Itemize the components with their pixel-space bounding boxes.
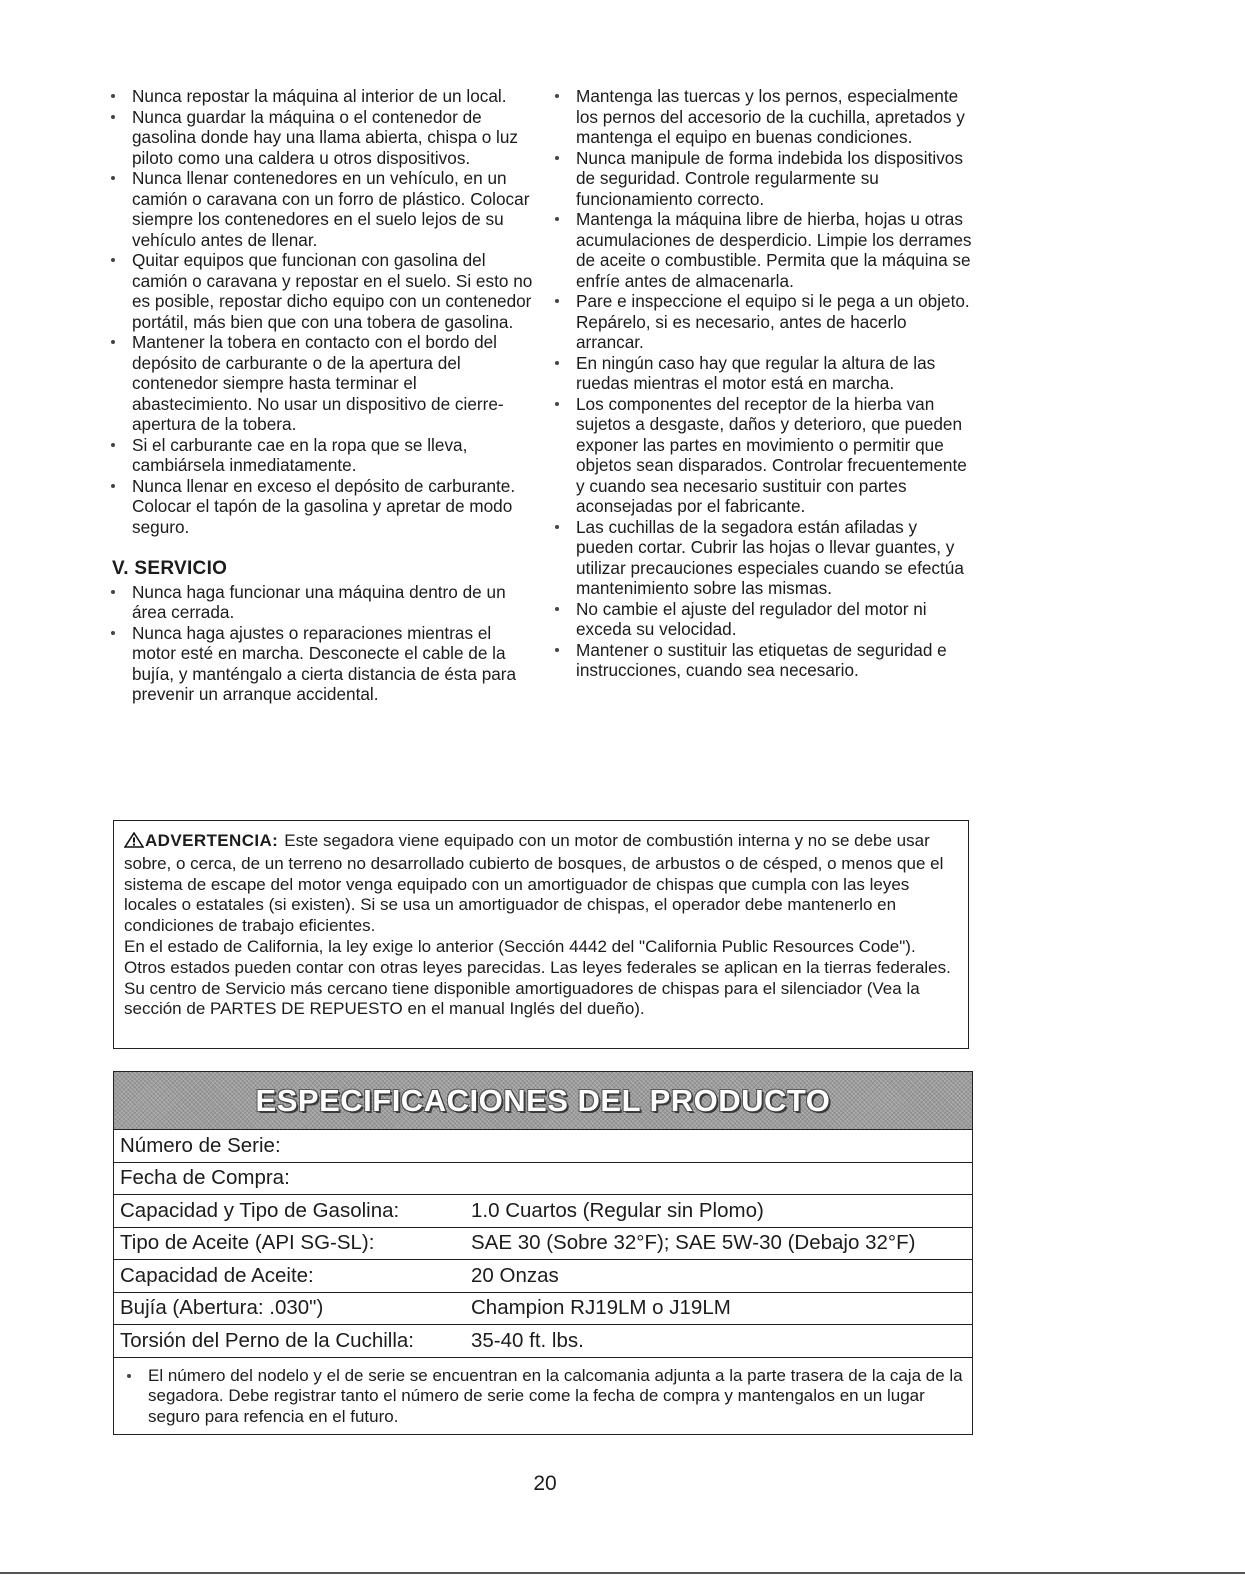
spec-row-oil-capacity [114,1260,972,1293]
service-safety-list [106,582,536,705]
left-column [106,86,536,705]
warning-label: ADVERTENCIA: [145,831,279,850]
spec-value: 20 Onzas [471,1263,559,1287]
spec-row-serial-number [114,1130,972,1163]
list-item: Nunca guardar la máquina o el contenedor de gasolina donde hay una llama abierta, chispa o luz piloto como una caldera u otros dispositivos. [106,107,536,169]
spec-row-spark-plug [114,1293,972,1326]
list-item: Pare e inspeccione el equipo si le pega a un objeto. Repárelo, si es necesario, antes de hacerlo arrancar. [550,291,978,353]
warning-triangle-icon [124,832,144,854]
list-item: Mantener la tobera en contacto con el bordo del depósito de carburante o de la apertura del contenedor siempre hasta terminar el abastecimiento. No usar un dispositivo de cierre-apertura de la tobera. [106,332,536,435]
spec-row-purchase-date [114,1163,972,1196]
list-item: Si el carburante cae en la ropa que se lleva, cambiársela inmediatamente. [106,435,536,476]
spec-label: Tipo de Aceite (API SG-SL): [120,1231,375,1255]
list-item: Nunca haga funcionar una máquina dentro de un área cerrada. [106,582,536,623]
spec-row-blade-bolt-torque [114,1325,972,1358]
list-item: Mantenga las tuercas y los pernos, especialmente los pernos del accesorio de la cuchilla, apretados y mantenga el equipo en buenas condiciones. [550,86,978,148]
right-column [550,86,978,681]
spec-label: Capacidad y Tipo de Gasolina: [120,1198,400,1222]
spec-note [114,1358,972,1428]
list-item: Nunca haga ajustes o reparaciones mientras el motor esté en marcha. Desconecte el cable de la bujía, y manténgalo a cierta distancia de ésta para prevenir un arranque accidental. [106,623,536,705]
spec-note-list [122,1366,964,1428]
list-item: En ningún caso hay que regular la altura de las ruedas mientras el motor está en marcha. [550,353,978,394]
list-item: Los componentes del receptor de la hierba van sujetos a desgaste, daños y deterioro, que pueden exponer las partes en movimiento o permitir que objetos sean disparados. Controlar frecuentemente y cuando sea necesario sustituir con partes aconsejadas por el fabricante. [550,394,978,517]
list-item: Mantener o sustituir las etiquetas de seguridad e instrucciones, cuando sea necesario. [550,640,978,681]
specs-title: ESPECIFICACIONES DEL PRODUCTO [255,1082,831,1118]
spec-value: SAE 30 (Sobre 32°F); SAE 5W-30 (Debajo 32°F) [471,1231,916,1255]
spec-label: Fecha de Compra: [120,1166,290,1190]
spec-note-text: El número del nodelo y el de serie se encuentran en la calcomania adjunta a la parte trasera de la caja de la segadora. Debe registrar tanto el número de serie come la fecha de compra y mantengalos en un lugar seguro para refencia en el futuro. [122,1366,964,1428]
warning-box [113,820,969,1049]
product-specifications [113,1071,973,1435]
warning-text: Este segadora viene equipado con un motor de combustión interna y no se debe usar sobre, o cerca, de un terreno no desarrollado cubierto de bosques, de arbustos o de césped, o menos que el sistema de escape del motor venga equipado con un amortiguador de chispas que cumpla con las leyes locales o estatales (si existen). Si se usa un amortiguador de chispas, el operador debe mantenerlo en condiciones de trabajo eficientes. [124,831,944,936]
page-bottom-rule [0,1572,1245,1574]
list-item: Nunca repostar la máquina al interior de un local. [106,86,536,107]
list-item: No cambie el ajuste del regulador del motor ni exceda su velocidad. [550,599,978,640]
spec-label: Capacidad de Aceite: [120,1263,314,1287]
spec-label: Torsión del Perno de la Cuchilla: [120,1328,414,1352]
maintenance-safety-list [550,86,978,681]
list-item: Quitar equipos que funcionan con gasolina del camión o caravana y repostar en el suelo. Si esto no es posible, repostar dicho equipo con un contenedor portátil, más bien que con una tobera de gasolina. [106,250,536,332]
fueling-safety-list [106,86,536,537]
spec-label: Número de Serie: [120,1133,281,1157]
warning-paragraph-california: En el estado de California, la ley exige lo anterior (Sección 4442 del "California Public Resources Code"). Otros estados pueden contar con otras leyes parecidas. Las leyes federales se aplican en la tierras federales. Su centro de Servicio más cercano tiene disponible amortiguadores de chispas para el silenciador (Vea la sección de PARTES DE REPUESTO en el manual Inglés del dueño). [124,936,951,1019]
list-item: Nunca manipule de forma indebida los dispositivos de seguridad. Controle regularmente su funcionamiento correcto. [550,148,978,210]
spec-row-fuel-capacity [114,1195,972,1228]
warning-paragraph [124,831,956,937]
spec-value: 1.0 Cuartos (Regular sin Plomo) [471,1198,764,1222]
list-item: Mantenga la máquina libre de hierba, hojas u otras acumulaciones de desperdicio. Limpie los derrames de aceite o combustible. Permita que la máquina se enfríe antes de almacenarla. [550,209,978,291]
list-item: Nunca llenar en exceso el depósito de carburante. Colocar el tapón de la gasolina y apretar de modo seguro. [106,476,536,538]
spec-value: 35-40 ft. lbs. [471,1328,584,1352]
spec-value: Champion RJ19LM o J19LM [471,1296,731,1320]
section-heading-servicio: V. SERVICIO [112,558,228,579]
specs-header [114,1072,972,1130]
list-item: Nunca llenar contenedores en un vehículo, en un camión o caravana con un forro de plástico. Colocar siempre los contenedores en el suelo lejos de su vehículo antes de llenar. [106,168,536,250]
spec-row-oil-type [114,1228,972,1261]
list-item: Las cuchillas de la segadora están afiladas y pueden cortar. Cubrir las hojas o llevar guantes, y utilizar precauciones especiales cuando se efectúa mantenimiento sobre las mismas. [550,517,978,599]
page-number: 20 [533,1472,557,1495]
spec-label: Bujía (Abertura: .030") [120,1296,324,1320]
